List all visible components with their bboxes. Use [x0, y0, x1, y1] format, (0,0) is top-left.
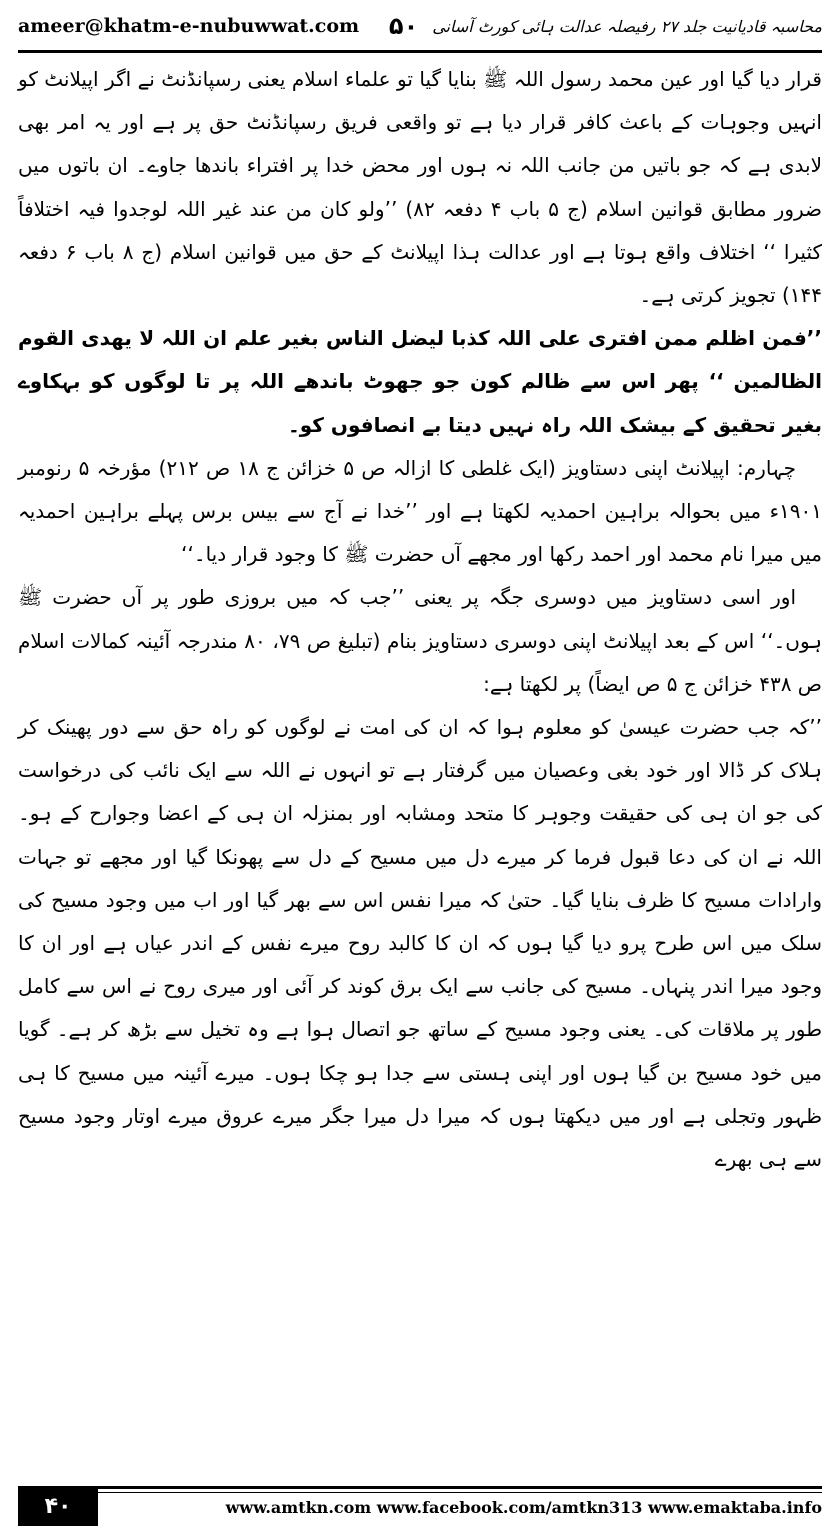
paragraph-1: قرار دیا گیا اور عین محمد رسول اللہ ﷺ بنایا گیا تو علماء اسلام یعنی رسپانڈنٹ نے اگر اپیلانٹ کو انہیں وجوہات کے باعث کافر قرار دیا ہے تو واقعی فریق رسپانڈنٹ حق پر ہے اور یہ امر بھی لابدی ہے کہ جو باتیں من جانب اللہ نہ ہوں اور محض خدا پر افتراء باندھا جاوے۔ ان باتوں میں ضرور مطابق قوانین اسلام (ج ۵ باب ۴ دفعہ ۸۲) ’’ولو کان من عند غیر اللہ لوجدوا فیہ اختلافاً کثیرا ‘‘ اختلاف واقع ہوتا ہے اور عدالت ہذا اپیلانٹ کے حق میں قوانین اسلام (ج ۸ باب ۶ دفعہ ۱۴۴) تجویز کرتی ہے۔: [18, 67, 823, 308]
header-title-group: [389, 12, 822, 40]
page-header: [18, 6, 822, 46]
page-footer: [18, 1482, 822, 1530]
footer-rule-thin: [18, 1492, 822, 1493]
body-text: [18, 58, 822, 1181]
paragraph-5: ’’کہ جب حضرت عیسیٰ کو معلوم ہوا کہ ان کی امت نے لوگوں کو راہ حق سے دور پھینک کر ہلاک کر ڈالا اور خود بغی وعصیان میں گرفتار ہے تو انہوں نے اللہ سے ایک نائب کی درخواست کی جو ان ہی کی حقیقت وجوہر کا متحد ومشابہ اور بمنزلہ ان ہی کے اعضا وجوارح کے ہو۔ اللہ نے ان کی دعا قبول فرما کر میرے دل میں مسیح کے دل سے پھونکا گیا اور مجھے تو جہات وارادات مسیح کا ظرف بنایا گیا۔ حتیٰ کہ میرا نفس اس سے بھر گیا اور اب میں وجود مسیح کی سلک میں اس طرح پرو دیا گیا ہوں کہ ان کا کالبد روح میرے نفس کے اندر عیاں ہے اور ان کا وجود میرا اندر پنہاں۔ مسیح کی جانب سے ایک برق کوند کر آئی اور میری روح نے اس سے کامل طور پر ملاقات کی۔ یعنی وجود مسیح کے ساتھ جو اتصال ہوا ہے وہ تخیل سے بڑھ کر ہے۔ گویا میں خود مسیح بن گیا ہوں اور اپنی ہستی سے جدا ہو چکا ہوں۔ میرے آئینہ میں مسیح کا ہی ظہور وتجلی ہے اور میں دیکھتا ہوں کہ میرا دل میرا جگر میرے عروق میرے اوتار وجود مسیح سے ہی بھرے: [18, 715, 822, 1172]
header-page-number: ۵۰: [388, 12, 419, 40]
paragraph-4: اور اسی دستاویز میں دوسری جگہ پر یعنی ’’جب کہ میں بروزی طور پر آں حضرت ﷺ ہوں۔‘‘ اس کے بعد اپیلانٹ اپنی دوسری دستاویز بنام (تبلیغ ص ۷۹، ۸۰ مندرجہ آئینہ کمالات اسلام ص ۴۳۸ خزائن ج ۵ ص ایضاً) پر لکھتا ہے:: [18, 585, 823, 696]
header-rule: [18, 50, 822, 53]
paragraph-2-quote: ’’فمن اظلم ممن افتری علی اللہ کذبا لیضل الناس بغیر علم ان اللہ لا یھدی القوم الظالمین ‘‘ پھر اس سے ظالم کون جو جھوٹ باندھے اللہ پر تا لوگوں کو بہکاوے بغیر تحقیق کے بیشک اللہ راہ نہیں دیتا بے انصافوں کو۔: [18, 326, 822, 437]
footer-rule: [18, 1486, 822, 1489]
paragraph-3: چہارم: اپیلانٹ اپنی دستاویز (ایک غلطی کا ازالہ ص ۵ خزائن ج ۱۸ ص ۲۱۲) مؤرخہ ۵ رنومبر ۱۹۰۱ء میں بحوالہ براہین احمدیہ لکھتا ہے اور ’’خدا نے آج سے بیس برس پہلے براہین احمدیہ میں میرا نام محمد اور احمد رکھا اور مجھے آں حضرت ﷺ کا وجود قرار دیا۔‘‘: [18, 455, 822, 567]
header-email: ameer@khatm-e-nubuwwat.com: [18, 15, 360, 37]
header-title: محاسبہ قادیانیت جلد ۲۷ رفیصلہ عدالت ہائی کورٹ آسانی: [432, 16, 822, 36]
footer-page-box: ۴۰: [18, 1486, 98, 1526]
footer-links: www.amtkn.com www.facebook.com/amtkn313 www.emaktaba.info: [225, 1498, 822, 1517]
